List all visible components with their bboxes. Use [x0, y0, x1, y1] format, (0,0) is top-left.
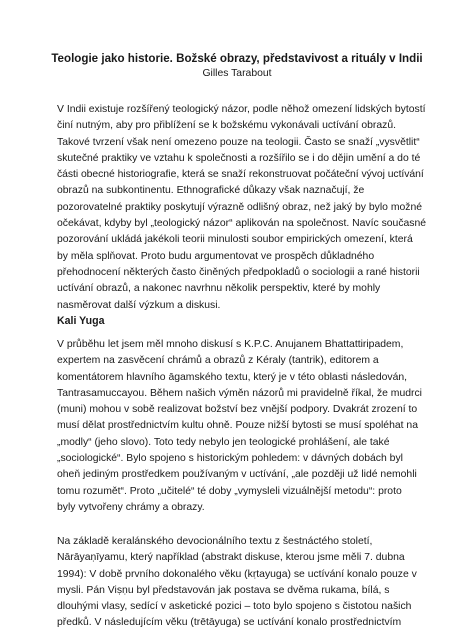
text-line: mysli. Pán Viṣṇu byl představován jak postava se dvěma rukama, bílá, s	[57, 584, 390, 596]
text-line: V průběhu let jsem měl mnoho diskusí s K.P.C. Anujanem Bhattattiripadem,	[57, 339, 404, 350]
text-line: „sociologické“. Bylo spojeno s historickým pohledem: v dávných dobách byl	[57, 453, 403, 465]
text-line: části obecné historiografie, která se snaží rekonstruovat počáteční vývoj uctívání	[57, 169, 424, 181]
document-title: Teologie jako historie. Božské obrazy, představivost a rituály v Indii	[51, 52, 423, 65]
text-line: Tantrasamuccayou. Během našich výměn názorů mi pravidelně říkal, že mudrci	[57, 387, 422, 399]
text-line: musí dělat prostřednictvím kultu ohně. Pouze nižší bytosti se musí spoléhat na	[57, 420, 418, 432]
text-line: (muni) mohou v sobě realizovat božství bez vnější podpory. Dvakrát zrození to	[57, 404, 418, 416]
text-line: oheň jediným prostředkem používaným v uctívání, „ale později už lidé nemohli	[57, 469, 417, 481]
text-line: pozorování ukládá jakékoli teorii minulosti soubor empirických omezení, která	[57, 234, 413, 246]
paragraph-intro	[57, 102, 427, 314]
text-line: nasměrovat další výzkum a diskusi.	[57, 299, 221, 311]
text-line: přehodnocení některých často činěných předpokladů o sociologii a rané historii	[57, 266, 420, 278]
text-line: Nārāyaṇīyamu, který například (abstrakt diskuse, kterou jsme měli 7. dubna	[57, 552, 405, 564]
text-line: očekávat, kdyby byl „teologický názor“ aplikován na společnost. Navíc současné	[57, 218, 427, 230]
text-line: 1994): V době prvního dokonalého věku (kṛtayuga) se uctívání konalo pouze v	[57, 568, 417, 580]
paragraph-kali-yuga-1	[57, 337, 427, 516]
text-line: dlouhými vlasy, sedící v asketické pozici – toto bylo spojeno s čistotou našich	[57, 601, 412, 613]
paragraph-kali-yuga-2	[57, 534, 427, 632]
text-line: „modly“ (jeho slovo). Toto tedy nebylo jen teologické prohlášení, ale také	[57, 436, 390, 448]
text-line: pozorovatelné praktiky poskytují výrazně odlišný obraz, než jaký by bylo možné	[57, 201, 423, 213]
section-heading: Kali Yuga	[57, 315, 105, 327]
text-line: předků. V následujícím věku (trētāyuga) se uctívání konalo prostřednictvím	[57, 617, 402, 629]
text-line: skutečné praktiky ve vztahu k společnosti a rozšířilo se i do dějin umění a do té	[57, 152, 421, 164]
text-line: tomu rozumět“. Proto „učitelé“ té doby „vymysleli vizuálnější metodu“: proto	[57, 485, 402, 497]
text-line: by měla splňovat. Proto budu argumentovat ve prospěch důkladného	[57, 250, 375, 262]
text-line: Na základě keralánského devocionálního textu z šestnáctého století,	[57, 536, 373, 547]
document-author: Gilles Tarabout	[202, 68, 272, 79]
text-line: expertem na zasvěcení chrámů a obrazů z Kéraly (tantrik), editorem a	[57, 355, 379, 367]
text-line: činí nutným, aby pro přiblížení se k božskému vykonávali uctívání obrazů.	[57, 120, 397, 132]
text-line: obrazů na subkontinentu. Ethnografické důkazy však naznačují, že	[57, 185, 365, 197]
text-line: byly vytvořeny chrámy a obrazy.	[57, 501, 205, 513]
text-line: uctívání obrazů, a nakonec navrhnu několik perspektiv, které by mohly	[57, 283, 381, 295]
text-line: V Indii existuje rozšířený teologický názor, podle něhož omezení lidských bytostí	[57, 104, 426, 115]
text-line: Takové tvrzení však není omezeno pouze na teologii. Často se snaží „vysvětlit“	[57, 136, 420, 148]
text-line: komentátorem hlavního āgamského textu, který je v této oblasti následován,	[57, 371, 408, 383]
